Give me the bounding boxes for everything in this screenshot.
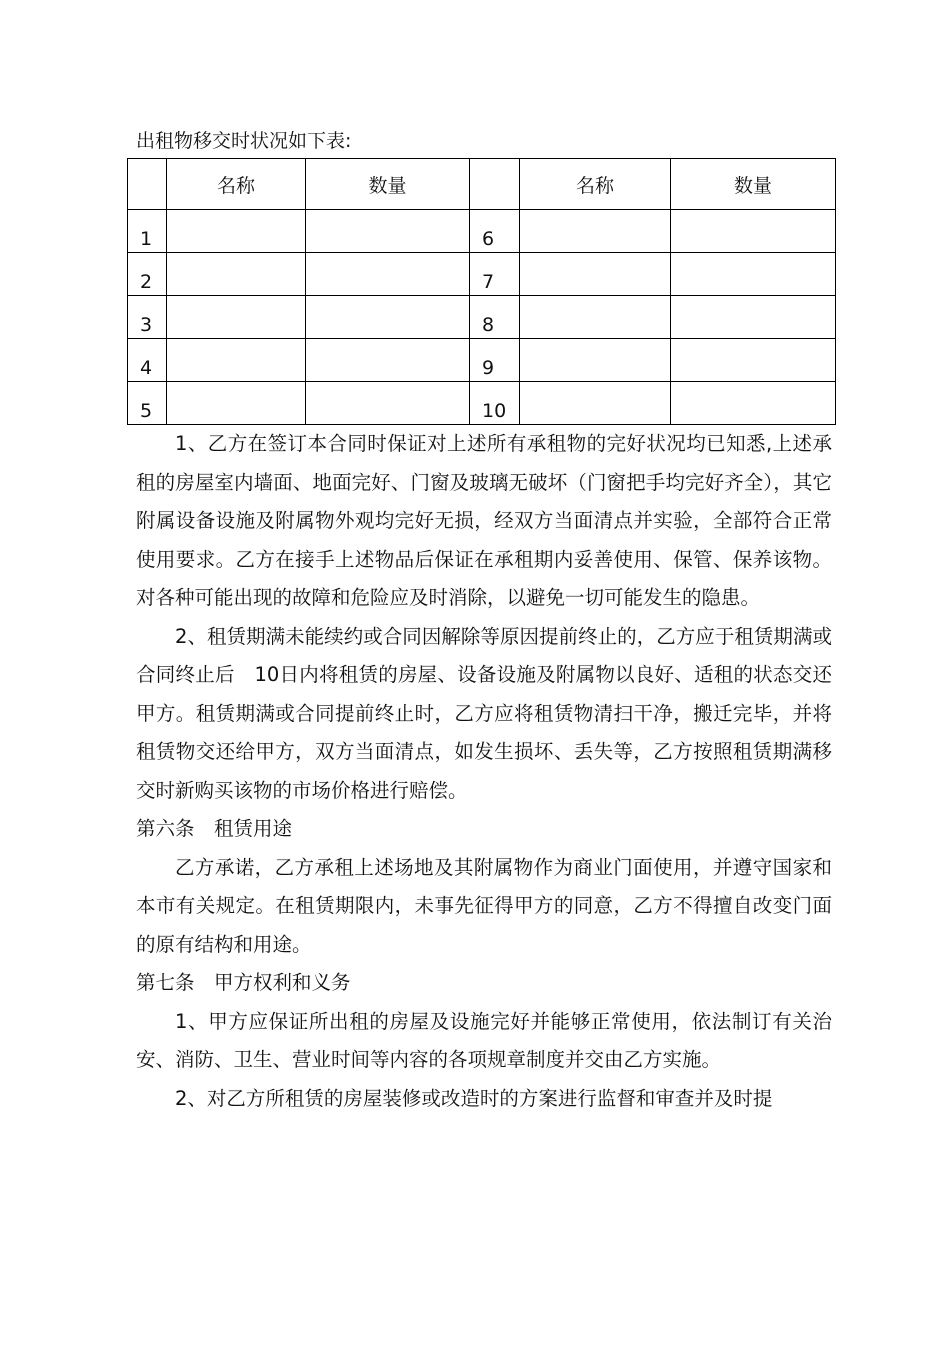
table-row (128, 339, 836, 382)
quantity-cell (306, 296, 470, 339)
article-heading: 第六条 租赁用途 (136, 817, 293, 840)
name-cell (167, 253, 306, 296)
name-cell (520, 339, 671, 382)
row-number-right: 7 (470, 253, 520, 296)
header-index-left (128, 159, 167, 210)
name-cell (167, 382, 306, 425)
quantity-cell (671, 382, 836, 425)
name-cell (167, 296, 306, 339)
contract-body (136, 425, 832, 1118)
article-heading: 第七条 甲方权利和义务 (136, 971, 351, 994)
row-number-right: 9 (470, 339, 520, 382)
name-cell (167, 339, 306, 382)
quantity-cell (306, 210, 470, 253)
table-caption: 出租物移交时状况如下表: (136, 130, 352, 152)
clause-paragraph: 1、乙方在签订本合同时保证对上述所有承租物的完好状况均已知悉,上述承租的房屋室内墙面、地面完好、门窗及玻璃无破坏（门窗把手均完好齐全），其它附属设备设施及附属物外观均完好无损，经双方当面清点并实验，全部符合正常使用要求。乙方在接手上述物品后保证在承租期内妥善使用、保管、保养该物。对各种可能出现的故障和危险应及时消除，以避免一切可能发生的隐患。 (136, 432, 832, 609)
handover-items-table (127, 158, 836, 425)
clause-paragraph: 1、甲方应保证所出租的房屋及设施完好并能够正常使用，依法制订有关治安、消防、卫生、营业时间等内容的各项规章制度并交由乙方实施。 (136, 1009, 832, 1071)
row-number-right: 8 (470, 296, 520, 339)
table-row (128, 296, 836, 339)
quantity-cell (671, 296, 836, 339)
header-quantity-left: 数量 (306, 159, 470, 210)
row-number-right: 10 (470, 382, 520, 425)
clause-paragraph: 2、租赁期满未能续约或合同因解除等原因提前终止的，乙方应于租赁期满或合同终止后 10日内将租赁的房屋、设备设施及附属物以良好、适租的状态交还甲方。租赁期满或合同提前终止时，乙方应将租赁物清扫干净，搬迁完毕，并将租赁物交还给甲方，双方当面清点，如发生损坏、丢失等，乙方按照租赁期满移交时新购买该物的市场价格进行赔偿。 (136, 624, 832, 802)
header-index-right (470, 159, 520, 210)
quantity-cell (671, 339, 836, 382)
row-number-left: 3 (128, 296, 167, 339)
table-row (128, 253, 836, 296)
table-header-row (128, 159, 836, 210)
header-name-left: 名称 (167, 159, 306, 210)
header-quantity-right: 数量 (671, 159, 836, 210)
clause-paragraph: 2、对乙方所租赁的房屋装修或改造时的方案进行监督和审查并及时提 (175, 1086, 773, 1110)
name-cell (520, 382, 671, 425)
quantity-cell (306, 339, 470, 382)
table-row (128, 382, 836, 425)
header-name-right: 名称 (520, 159, 671, 210)
row-number-left: 4 (128, 339, 167, 382)
quantity-cell (306, 253, 470, 296)
name-cell (520, 296, 671, 339)
quantity-cell (671, 253, 836, 296)
name-cell (167, 210, 306, 253)
table-row (128, 210, 836, 253)
row-number-left: 5 (128, 382, 167, 425)
name-cell (520, 210, 671, 253)
row-number-left: 2 (128, 253, 167, 296)
quantity-cell (306, 382, 470, 425)
quantity-cell (671, 210, 836, 253)
name-cell (520, 253, 671, 296)
clause-paragraph: 乙方承诺，乙方承租上述场地及其附属物作为商业门面使用，并遵守国家和本市有关规定。在租赁期限内，未事先征得甲方的同意，乙方不得擅自改变门面的原有结构和用途。 (136, 855, 832, 956)
row-number-right: 6 (470, 210, 520, 253)
row-number-left: 1 (128, 210, 167, 253)
